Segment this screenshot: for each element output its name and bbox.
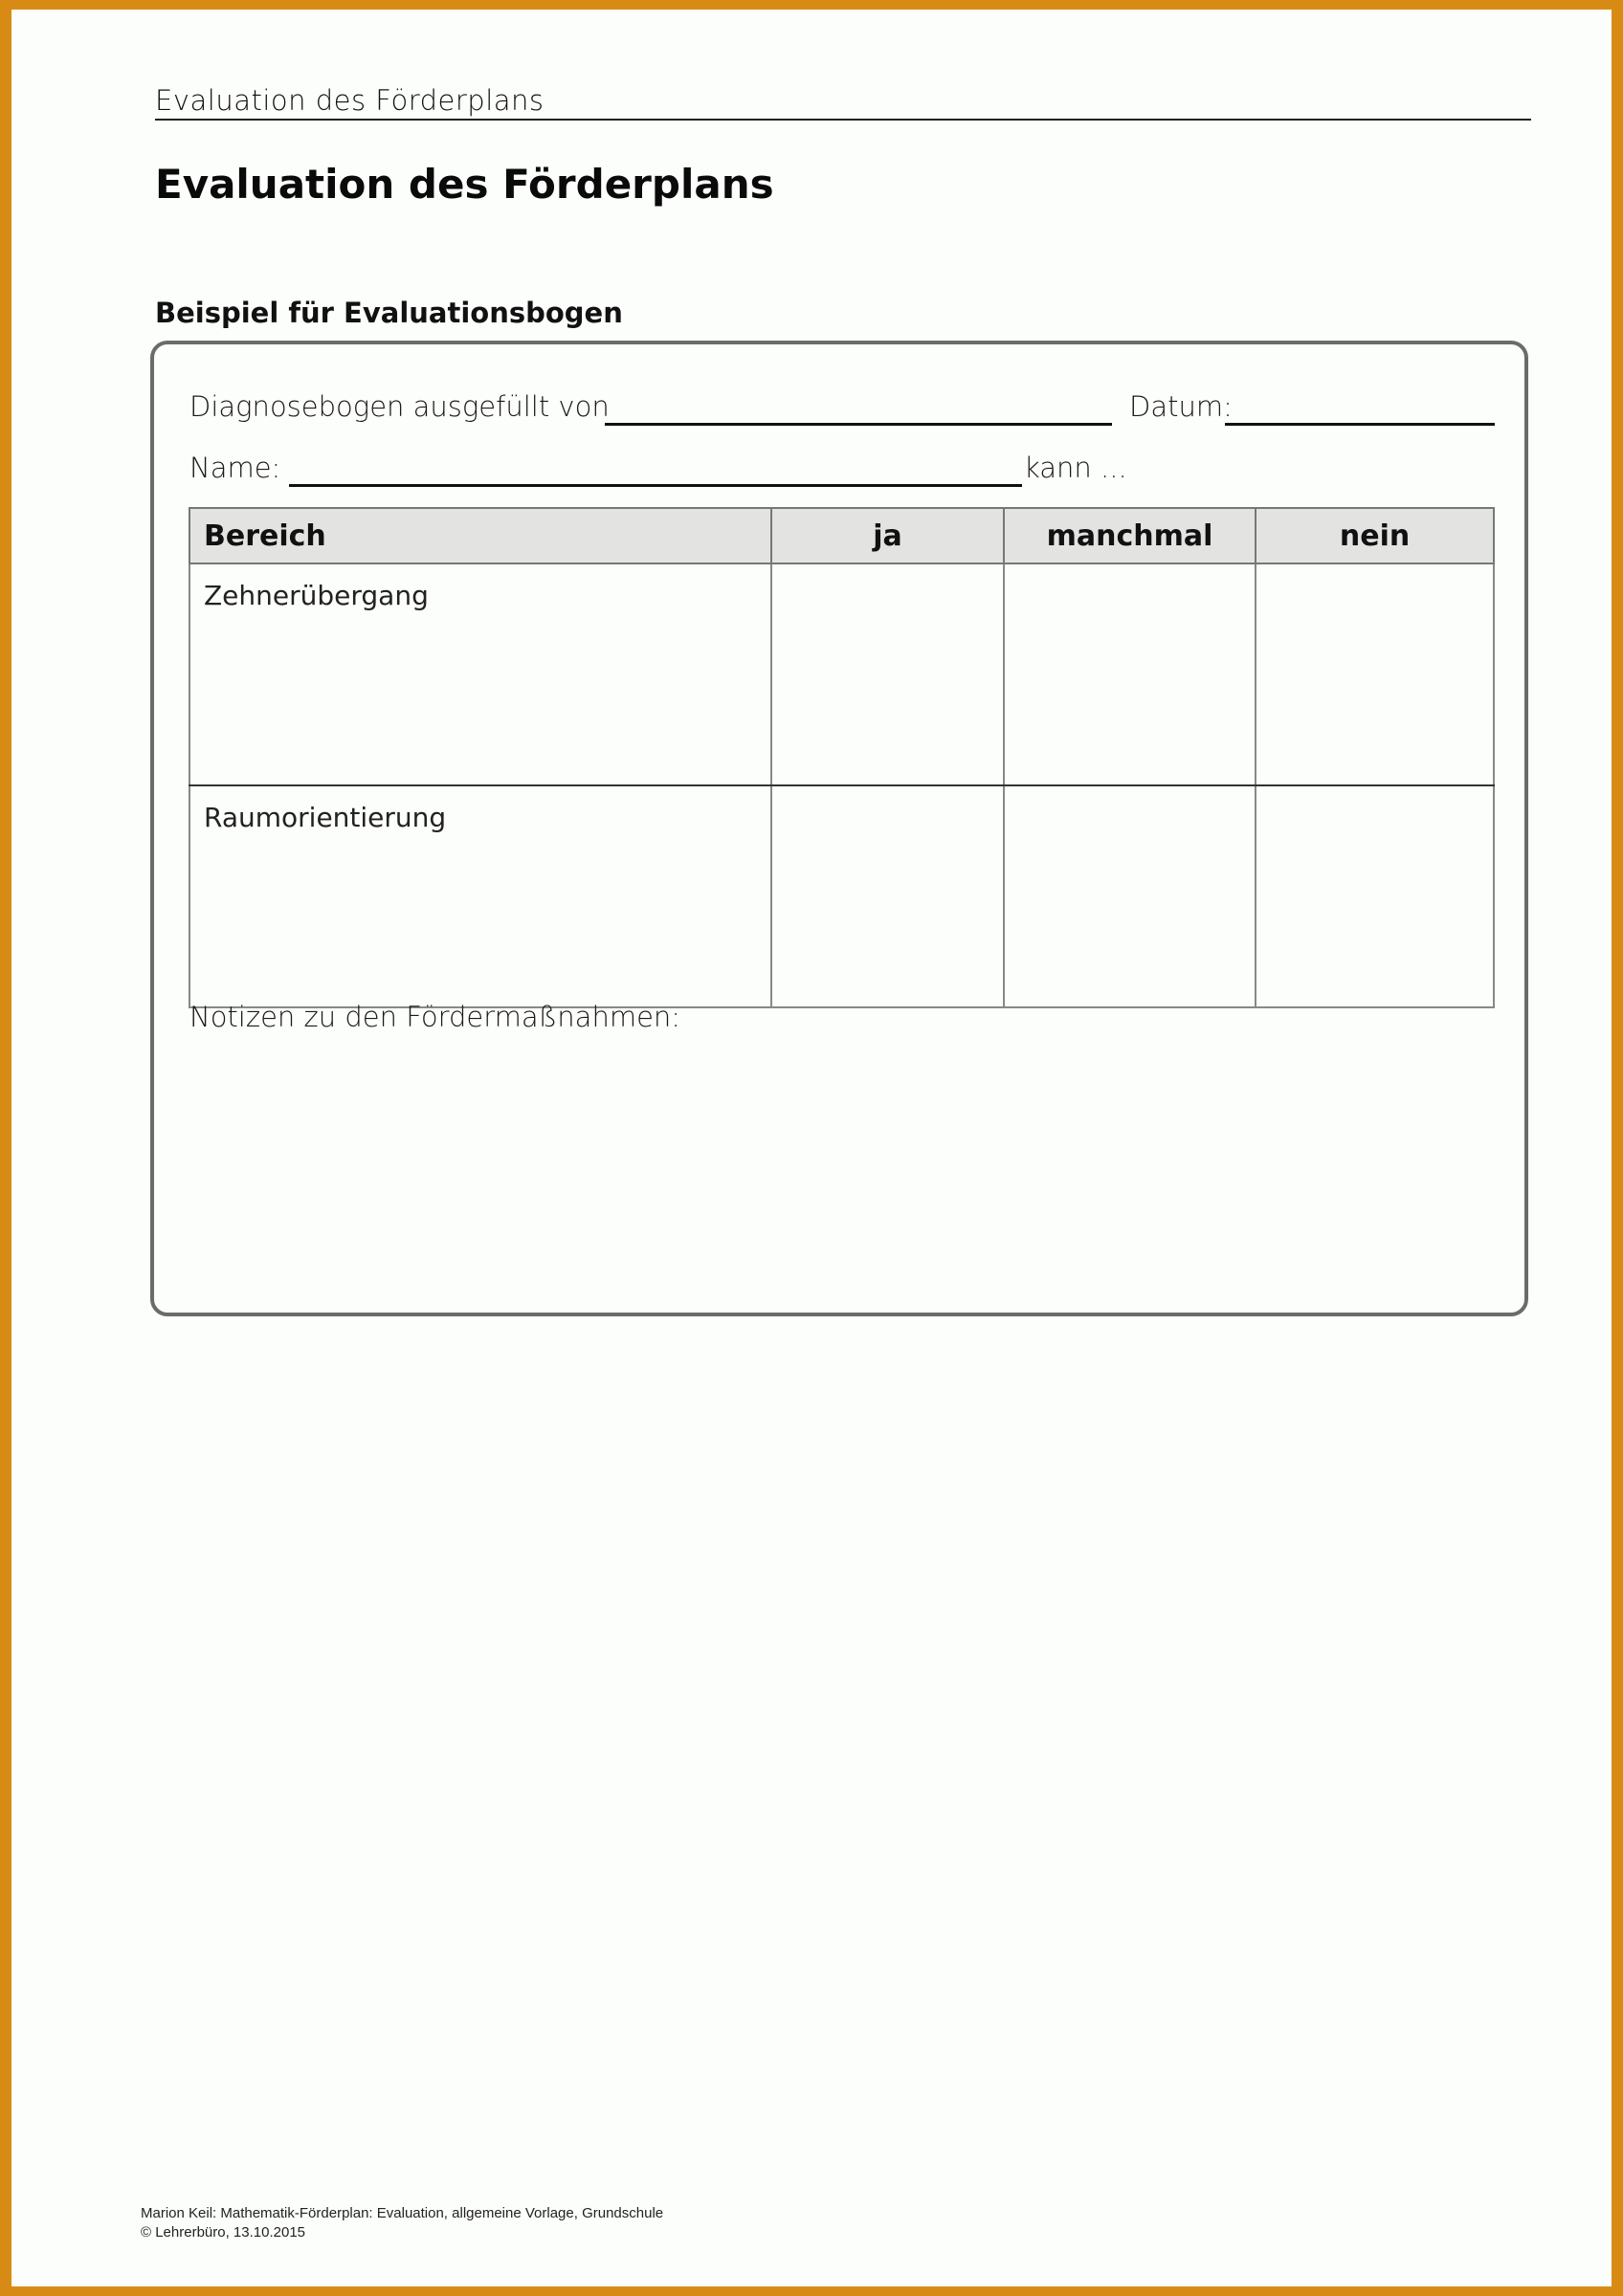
cell-ja[interactable]	[771, 785, 1004, 1007]
date-field[interactable]	[1225, 423, 1495, 426]
filled-by-label: Diagnosebogen ausgefüllt von	[189, 390, 610, 423]
cell-nein[interactable]	[1256, 563, 1494, 785]
name-field[interactable]	[289, 484, 1022, 487]
date-label: Datum:	[1129, 390, 1233, 423]
kann-label: kann ...	[1024, 452, 1127, 484]
page-title: Evaluation des Förderplans	[155, 161, 774, 208]
name-label: Name:	[189, 452, 281, 484]
footer-author-line: Marion Keil: Mathematik-Förderplan: Evaluation, allgemeine Vorlage, Grundschule	[141, 2205, 664, 2221]
document-page	[11, 10, 1612, 2286]
table-row	[189, 563, 1494, 785]
cell-nein[interactable]	[1256, 785, 1494, 1007]
running-header: Evaluation des Förderplans	[155, 84, 545, 117]
table-row	[189, 785, 1494, 1007]
header-ja: ja	[771, 508, 1004, 563]
cell-manchmal[interactable]	[1004, 563, 1256, 785]
table-header-row	[189, 508, 1494, 563]
cell-ja[interactable]	[771, 563, 1004, 785]
cell-bereich: Raumorientierung	[189, 785, 771, 1007]
footer-copyright-line: © Lehrerbüro, 13.10.2015	[141, 2224, 306, 2241]
header-manchmal: manchmal	[1004, 508, 1256, 563]
filled-by-field[interactable]	[605, 423, 1112, 426]
header-divider	[155, 119, 1531, 121]
page-footer	[141, 2204, 663, 2242]
cell-bereich: Zehnerübergang	[189, 563, 771, 785]
header-bereich: Bereich	[189, 508, 771, 563]
evaluation-table	[189, 507, 1495, 1008]
notes-label: Notizen zu den Fördermaßnahmen:	[189, 1001, 681, 1033]
section-subtitle: Beispiel für Evaluationsbogen	[155, 297, 623, 329]
cell-manchmal[interactable]	[1004, 785, 1256, 1007]
header-nein: nein	[1256, 508, 1494, 563]
